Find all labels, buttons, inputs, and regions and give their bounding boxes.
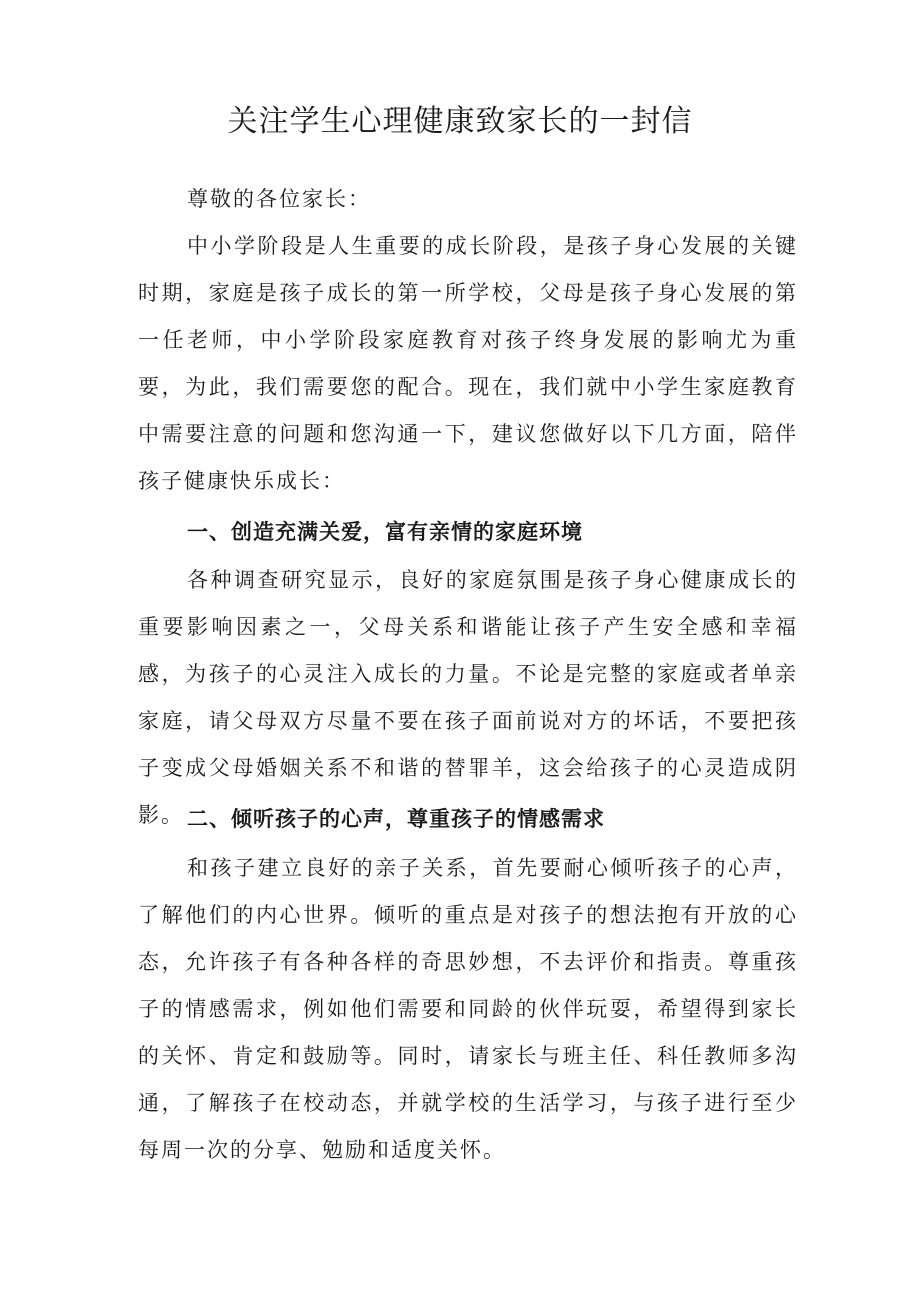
section-2-paragraph: 和孩子建立良好的亲子关系，首先要耐心倾听孩子的心声，了解他们的内心世界。倾听的重点是对孩子的想法抱有开放的心态，允许孩子有各种各样的奇思妙想，不去评价和指责。尊重孩子的情感需求，例如他们需要和同龄的伙伴玩耍，希望得到家长的关怀、肯定和鼓励等。同时，请家长与班主任、科任教师多沟通，了解孩子在校动态，并就学校的生活学习，与孩子进行至少每周一次的分享、勉励和适度关怀。 [138,856,798,1162]
section-2-heading: 二、倾听孩子的心声，尊重孩子的情感需求 [187,807,605,831]
section-1-paragraph: 各种调查研究显示，良好的家庭氛围是孩子身心健康成长的重要影响因素之一，父母关系和谐能让孩子产生安全感和幸福感，为孩子的心灵注入成长的力量。不论是完整的家庭或者单亲家庭，请父母双方尽量不要在孩子面前说对方的坏话，不要把孩子变成父母婚姻关系不和谐的替罪羊，这会给孩子的心灵造成阴影。 [138,568,798,827]
section-1-heading: 一、创造充满关爱，富有亲情的家庭环境 [187,520,583,544]
intro-paragraph: 中小学阶段是人生重要的成长阶段，是孩子身心发展的关键时期，家庭是孩子成长的第一所学校，父母是孩子身心发展的第一任老师，中小学阶段家庭教育对孩子终身发展的影响尤为重要，为此，我们需要您的配合。现在，我们就中小学生家庭教育中需要注意的问题和您沟通一下，建议您做好以下几方面，陪伴孩子健康快乐成长： [138,234,798,493]
letter-title: 关注学生心理健康致家长的一封信 [227,104,693,139]
salutation: 尊敬的各位家长： [187,187,371,211]
